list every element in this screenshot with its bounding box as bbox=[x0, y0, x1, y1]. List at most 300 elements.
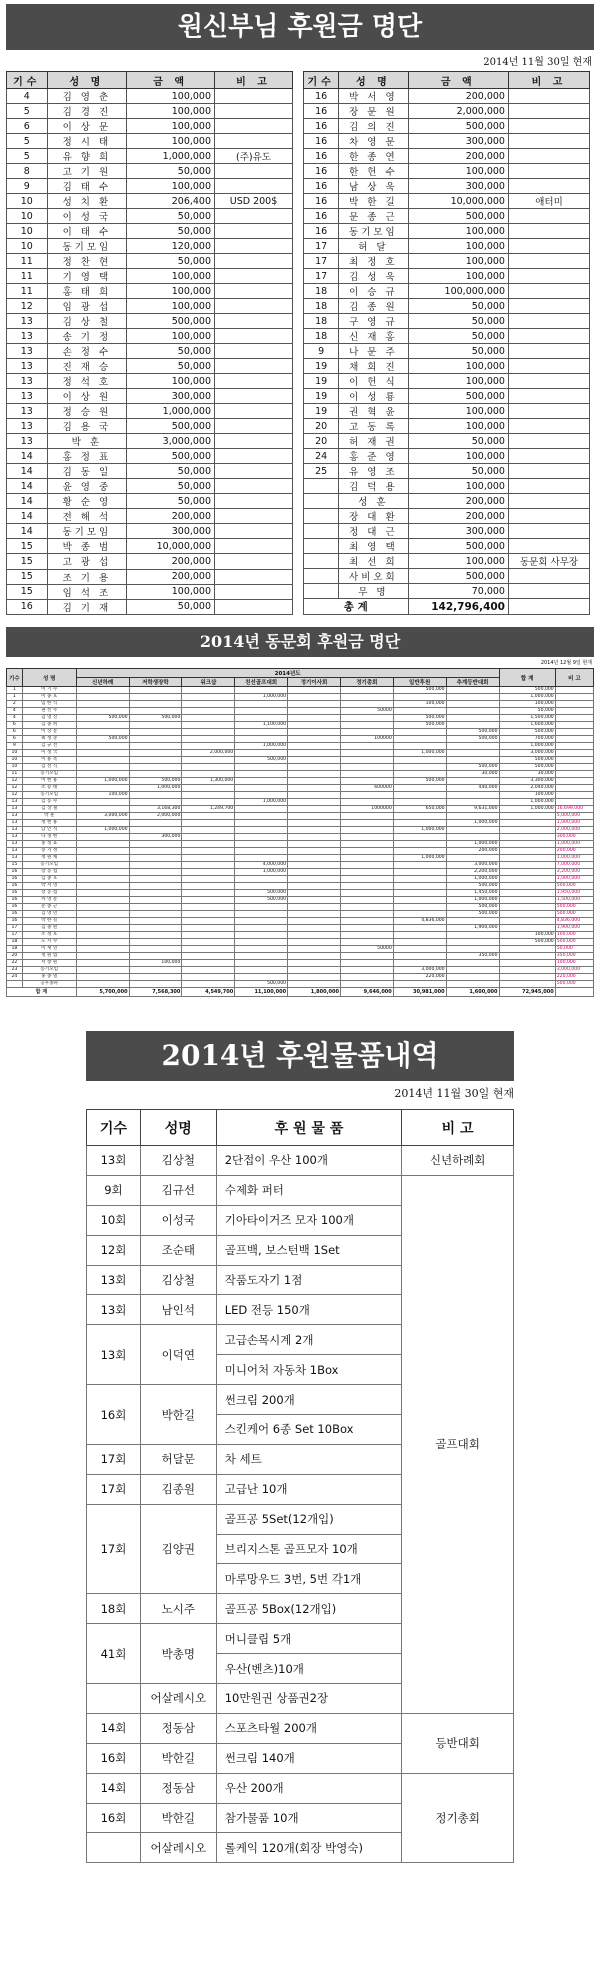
table-cell bbox=[215, 509, 293, 524]
table-cell: 1,000,000 bbox=[235, 869, 288, 876]
table-cell: 100,000 bbox=[393, 701, 446, 708]
table-cell: 13 bbox=[7, 820, 23, 827]
table-cell: 1,600,000 bbox=[499, 722, 555, 729]
table-cell: 16 bbox=[7, 911, 23, 918]
table-cell bbox=[182, 939, 235, 946]
table-cell bbox=[393, 897, 446, 904]
table-cell bbox=[235, 750, 288, 757]
table-row bbox=[87, 1713, 514, 1743]
table-cell: 120,000 bbox=[127, 239, 215, 254]
table-row bbox=[7, 827, 594, 834]
table-cell: 100,000 bbox=[408, 359, 508, 374]
table-cell bbox=[555, 729, 593, 736]
table-cell: 500,000 bbox=[499, 764, 555, 771]
table-cell: 10 bbox=[7, 224, 48, 239]
table-cell bbox=[235, 932, 288, 939]
item-cell: 브리지스톤 골프모자 10개 bbox=[216, 1534, 402, 1564]
table-cell: 500,000 bbox=[408, 569, 508, 584]
table-cell: 1,000,000 bbox=[127, 149, 215, 164]
table-cell: 350,000 bbox=[555, 953, 593, 960]
table-row bbox=[7, 194, 293, 209]
table-cell: 동기모임 bbox=[339, 224, 408, 239]
table-cell bbox=[499, 967, 555, 974]
table-cell bbox=[76, 708, 129, 715]
table-cell: 500,000 bbox=[129, 715, 182, 722]
table-cell bbox=[446, 750, 499, 757]
table-cell: 3,000,000 bbox=[555, 967, 593, 974]
table-cell bbox=[182, 701, 235, 708]
table-cell: 2 bbox=[7, 701, 23, 708]
table-cell bbox=[235, 778, 288, 785]
table-cell: 13 bbox=[7, 344, 48, 359]
table-cell: 김 종 희 bbox=[22, 722, 76, 729]
table-cell bbox=[393, 694, 446, 701]
table-cell: 13 bbox=[7, 329, 48, 344]
table-cell bbox=[235, 953, 288, 960]
table-cell bbox=[288, 827, 341, 834]
gisu-cell: 16회 bbox=[87, 1743, 141, 1773]
item-cell: 스킨케어 6종 Set 10Box bbox=[216, 1415, 402, 1445]
table-cell bbox=[393, 841, 446, 848]
table-cell: 이 승 규 bbox=[339, 284, 408, 299]
table-cell: 12 bbox=[7, 778, 23, 785]
table-cell bbox=[446, 834, 499, 841]
gisu-cell: 18회 bbox=[87, 1594, 141, 1624]
section2-title: 2014년 동문회 후원금 명단 bbox=[199, 632, 401, 651]
table-row bbox=[304, 269, 590, 284]
table-cell bbox=[182, 862, 235, 869]
table-cell: 2,200,000 bbox=[446, 869, 499, 876]
table-cell bbox=[446, 946, 499, 953]
table-cell bbox=[215, 224, 293, 239]
table-cell: 김 동 일 bbox=[47, 464, 127, 479]
table-cell: (주)유도 bbox=[215, 149, 293, 164]
table-cell bbox=[288, 974, 341, 981]
table-cell: 100,000 bbox=[127, 329, 215, 344]
table-row bbox=[7, 974, 594, 981]
table-cell: 100,000 bbox=[127, 299, 215, 314]
table-cell bbox=[182, 841, 235, 848]
table-cell: 100,000 bbox=[408, 254, 508, 269]
table-cell bbox=[508, 509, 589, 524]
total-value: 1,600,000 bbox=[446, 988, 499, 997]
table-cell bbox=[446, 827, 499, 834]
table-cell: 남 인 석 bbox=[22, 827, 76, 834]
table-cell bbox=[393, 981, 446, 988]
table-row bbox=[304, 89, 590, 104]
s3-header-3: 비 고 bbox=[402, 1110, 514, 1146]
table-cell bbox=[129, 743, 182, 750]
table-cell: 50,000 bbox=[127, 209, 215, 224]
s1-header-1: 성 명 bbox=[339, 72, 408, 89]
table-cell bbox=[340, 883, 393, 890]
table-cell: 조 기 용 bbox=[47, 569, 127, 584]
table-cell bbox=[288, 813, 341, 820]
table-cell bbox=[340, 876, 393, 883]
table-cell bbox=[235, 813, 288, 820]
table-cell bbox=[304, 494, 339, 509]
table-cell: 이 상 문 bbox=[22, 729, 76, 736]
table-cell: 진 재 승 bbox=[47, 359, 127, 374]
table-cell bbox=[508, 449, 589, 464]
table-cell bbox=[288, 848, 341, 855]
table-row bbox=[7, 890, 594, 897]
table-cell bbox=[235, 715, 288, 722]
total-value: 1,800,000 bbox=[288, 988, 341, 997]
table-cell bbox=[508, 224, 589, 239]
table-cell bbox=[129, 750, 182, 757]
table-cell: 한 헌 수 bbox=[339, 164, 408, 179]
table-cell bbox=[182, 708, 235, 715]
table-row bbox=[7, 946, 594, 953]
table-cell bbox=[446, 855, 499, 862]
table-cell bbox=[76, 834, 129, 841]
table-row bbox=[7, 389, 293, 404]
table-row bbox=[304, 314, 590, 329]
table-cell: 한 종 연 bbox=[339, 149, 408, 164]
table-cell: 100,000 bbox=[408, 374, 508, 389]
table-cell: 1,000,000 bbox=[555, 876, 593, 883]
table-cell bbox=[446, 792, 499, 799]
table-row bbox=[7, 404, 293, 419]
table-cell: 13 bbox=[7, 855, 23, 862]
table-cell bbox=[499, 981, 555, 988]
table-cell bbox=[76, 806, 129, 813]
table-cell bbox=[288, 750, 341, 757]
gisu-cell: 10회 bbox=[87, 1205, 141, 1235]
table-cell bbox=[508, 134, 589, 149]
table-cell bbox=[182, 834, 235, 841]
table-cell bbox=[446, 974, 499, 981]
donation-list-title-banner bbox=[6, 4, 594, 50]
table-cell: 정 석 호 bbox=[47, 374, 127, 389]
table-cell: 500,000 bbox=[76, 715, 129, 722]
table-cell bbox=[304, 479, 339, 494]
table-cell bbox=[508, 434, 589, 449]
table-cell bbox=[304, 539, 339, 554]
table-cell: 1,000,000 bbox=[129, 785, 182, 792]
table-row bbox=[7, 918, 594, 925]
table-cell bbox=[235, 911, 288, 918]
table-row bbox=[7, 164, 293, 179]
table-cell bbox=[215, 119, 293, 134]
table-cell bbox=[446, 967, 499, 974]
table-cell: 장 동 섭 bbox=[22, 890, 76, 897]
table-cell: 동기모임 bbox=[22, 792, 76, 799]
s2-col-header: 추계등반대회 bbox=[446, 678, 499, 687]
table-cell bbox=[499, 960, 555, 967]
table-cell: 1,000,000 bbox=[555, 855, 593, 862]
table-cell bbox=[555, 687, 593, 694]
table-cell bbox=[340, 862, 393, 869]
table-row bbox=[7, 687, 594, 694]
table-cell bbox=[235, 792, 288, 799]
table-row bbox=[7, 862, 594, 869]
table-cell bbox=[215, 374, 293, 389]
table-cell: 2,000,000 bbox=[182, 750, 235, 757]
table-cell bbox=[288, 834, 341, 841]
table-cell bbox=[76, 743, 129, 750]
table-cell bbox=[499, 946, 555, 953]
table-row bbox=[7, 806, 594, 813]
table-cell: 300,000 bbox=[127, 389, 215, 404]
table-cell: 10 bbox=[7, 194, 48, 209]
table-cell: 100,000 bbox=[127, 584, 215, 599]
table-cell: 박 훈 bbox=[47, 434, 127, 449]
table-cell bbox=[508, 374, 589, 389]
table-cell bbox=[304, 554, 339, 569]
table-cell: 6 bbox=[7, 736, 23, 743]
table-cell: 1 bbox=[7, 694, 23, 701]
table-cell: 220,000 bbox=[555, 974, 593, 981]
table-cell bbox=[235, 729, 288, 736]
table-row bbox=[7, 584, 293, 599]
table-row bbox=[304, 284, 590, 299]
table-cell: 4,836,000 bbox=[393, 918, 446, 925]
item-cell: 수제화 퍼터 bbox=[216, 1175, 402, 1205]
table-cell bbox=[76, 890, 129, 897]
table-cell: USD 200$ bbox=[215, 194, 293, 209]
table-cell bbox=[499, 918, 555, 925]
total-value: 72,945,000 bbox=[499, 988, 555, 997]
s2-header-year: 2014년도 bbox=[76, 669, 499, 678]
table-cell bbox=[393, 939, 446, 946]
item-cell: 고급손목시계 2개 bbox=[216, 1325, 402, 1355]
table-cell: 500,000 bbox=[76, 736, 129, 743]
table-cell bbox=[393, 960, 446, 967]
table-row bbox=[7, 524, 293, 539]
table-row bbox=[7, 479, 293, 494]
table-cell bbox=[555, 757, 593, 764]
table-cell bbox=[555, 701, 593, 708]
table-cell: 정 대 근 bbox=[339, 524, 408, 539]
table-cell: 김 영 진 bbox=[22, 715, 76, 722]
s2-col-header: 정기총회 bbox=[340, 678, 393, 687]
table-cell bbox=[288, 911, 341, 918]
table-cell: 나 경 현 bbox=[22, 834, 76, 841]
table-cell: 50,000 bbox=[408, 329, 508, 344]
table-cell bbox=[393, 848, 446, 855]
table-cell: 50,000 bbox=[127, 479, 215, 494]
table-cell bbox=[129, 918, 182, 925]
table-cell bbox=[499, 820, 555, 827]
table-cell: 50,000 bbox=[127, 164, 215, 179]
name-cell: 남인석 bbox=[140, 1295, 216, 1325]
s1-header-2: 금 액 bbox=[127, 72, 215, 89]
table-row bbox=[7, 179, 293, 194]
table-cell: 200,000 bbox=[446, 848, 499, 855]
table-cell bbox=[182, 736, 235, 743]
table-cell bbox=[288, 764, 341, 771]
table-cell bbox=[393, 869, 446, 876]
table-row bbox=[7, 539, 293, 554]
table-cell bbox=[499, 813, 555, 820]
table-cell: 1,000,000 bbox=[499, 806, 555, 813]
table-cell bbox=[129, 792, 182, 799]
name-cell: 김상철 bbox=[140, 1265, 216, 1295]
table-row bbox=[304, 539, 590, 554]
table-cell: 25 bbox=[304, 464, 339, 479]
table-row bbox=[7, 254, 293, 269]
table-cell: 500,000 bbox=[446, 911, 499, 918]
table-cell: 1,000,000 bbox=[393, 750, 446, 757]
table-cell: 13 bbox=[7, 314, 48, 329]
table-row bbox=[7, 771, 594, 778]
table-cell bbox=[288, 981, 341, 988]
table-cell bbox=[76, 764, 129, 771]
table-cell bbox=[393, 771, 446, 778]
table-cell: 이 상 원 bbox=[47, 389, 127, 404]
table-cell bbox=[76, 750, 129, 757]
name-cell: 김양권 bbox=[140, 1504, 216, 1594]
table-row bbox=[7, 736, 594, 743]
table-cell: 600000 bbox=[340, 785, 393, 792]
table-cell bbox=[446, 813, 499, 820]
table-row bbox=[304, 239, 590, 254]
table-cell: 30,000 bbox=[446, 771, 499, 778]
table-row bbox=[304, 179, 590, 194]
s1-header-3: 비 고 bbox=[508, 72, 589, 89]
table-cell: 500,000 bbox=[446, 736, 499, 743]
table-cell bbox=[182, 827, 235, 834]
table-cell: 김 동 수 bbox=[22, 799, 76, 806]
table-cell bbox=[129, 890, 182, 897]
table-row bbox=[7, 925, 594, 932]
table-cell: 200,000 bbox=[127, 569, 215, 584]
table-cell: 19 bbox=[304, 389, 339, 404]
table-cell: 200,000 bbox=[127, 509, 215, 524]
goods-donation-table bbox=[86, 1109, 514, 1863]
table-cell: 500,000 bbox=[129, 778, 182, 785]
table-cell: 김 영 춘 bbox=[47, 89, 127, 104]
table-cell: 18 bbox=[304, 314, 339, 329]
table-cell: 동기모임 bbox=[47, 524, 127, 539]
table-cell: 이 상 문 bbox=[47, 119, 127, 134]
table-row bbox=[7, 119, 293, 134]
table-cell: 박 훈 bbox=[22, 813, 76, 820]
table-cell bbox=[393, 813, 446, 820]
table-cell bbox=[508, 284, 589, 299]
table-cell: 16,699,000 bbox=[555, 806, 593, 813]
table-cell: 100,000 bbox=[499, 792, 555, 799]
table-cell bbox=[215, 449, 293, 464]
table-cell: 1,450,000 bbox=[446, 890, 499, 897]
table-cell bbox=[508, 149, 589, 164]
table-cell: 500,000 bbox=[555, 883, 593, 890]
gisu-cell: 9회 bbox=[87, 1175, 141, 1205]
table-cell bbox=[235, 848, 288, 855]
name-cell: 박한길 bbox=[140, 1803, 216, 1833]
table-cell: 100,000 bbox=[408, 449, 508, 464]
table-cell bbox=[555, 736, 593, 743]
name-cell: 박총명 bbox=[140, 1624, 216, 1684]
table-cell bbox=[129, 708, 182, 715]
table-cell bbox=[340, 813, 393, 820]
table-cell: 1,900,000 bbox=[555, 925, 593, 932]
item-cell: 미니어처 자동차 1Box bbox=[216, 1355, 402, 1385]
s2-col-header: 저학생장학 bbox=[129, 678, 182, 687]
table-cell bbox=[215, 299, 293, 314]
table-cell bbox=[446, 981, 499, 988]
table-cell bbox=[76, 925, 129, 932]
table-cell: 이 성 룡 bbox=[339, 389, 408, 404]
table-row bbox=[7, 834, 594, 841]
table-cell: 16 bbox=[7, 897, 23, 904]
table-cell: 홍 종 열 bbox=[22, 974, 76, 981]
gisu-cell: 14회 bbox=[87, 1773, 141, 1803]
table-row bbox=[7, 967, 594, 974]
table-cell: 9 bbox=[7, 179, 48, 194]
table-cell: 50,000 bbox=[555, 946, 593, 953]
table-cell: 100,000 bbox=[127, 134, 215, 149]
table-row bbox=[304, 209, 590, 224]
table-cell: 사비오회 bbox=[339, 569, 408, 584]
table-cell: 500,000 bbox=[235, 890, 288, 897]
table-cell: 이 성 국 bbox=[22, 750, 76, 757]
table-cell bbox=[182, 729, 235, 736]
table-cell bbox=[446, 722, 499, 729]
gisu-cell: 13회 bbox=[87, 1146, 141, 1176]
name-cell: 김종원 bbox=[140, 1474, 216, 1504]
table-cell: 6 bbox=[7, 729, 23, 736]
table-cell: 정 원 채 bbox=[22, 855, 76, 862]
table-row bbox=[7, 869, 594, 876]
total-row bbox=[304, 599, 590, 615]
gisu-cell: 41회 bbox=[87, 1624, 141, 1684]
table-cell bbox=[182, 848, 235, 855]
table-cell bbox=[76, 799, 129, 806]
table-cell bbox=[215, 239, 293, 254]
table-cell: 100000 bbox=[340, 736, 393, 743]
table-cell bbox=[182, 764, 235, 771]
table-row bbox=[7, 269, 293, 284]
table-cell: 송 기 정 bbox=[47, 329, 127, 344]
table-cell bbox=[508, 359, 589, 374]
table-cell bbox=[129, 841, 182, 848]
gisu-cell: 16회 bbox=[87, 1803, 141, 1833]
table-row bbox=[7, 708, 594, 715]
table-cell bbox=[129, 764, 182, 771]
table-cell bbox=[76, 820, 129, 827]
table-cell: 홍 준 영 bbox=[339, 449, 408, 464]
table-cell: 장 대 환 bbox=[339, 509, 408, 524]
table-cell bbox=[215, 314, 293, 329]
table-cell bbox=[129, 736, 182, 743]
table-cell: 2,000,000 bbox=[555, 827, 593, 834]
table-cell: 50,000 bbox=[408, 464, 508, 479]
table-cell bbox=[129, 757, 182, 764]
table-cell bbox=[555, 792, 593, 799]
table-cell: 동기모임 bbox=[22, 771, 76, 778]
table-row bbox=[7, 419, 293, 434]
table-cell bbox=[288, 771, 341, 778]
table-cell: 김 의 진 bbox=[339, 119, 408, 134]
table-cell: 100,000 bbox=[408, 419, 508, 434]
table-cell bbox=[508, 524, 589, 539]
table-cell: 김 규 선 bbox=[22, 743, 76, 750]
table-cell bbox=[508, 299, 589, 314]
table-row bbox=[7, 359, 293, 374]
table-cell: 500,000 bbox=[499, 757, 555, 764]
table-row bbox=[7, 449, 293, 464]
table-row bbox=[7, 750, 594, 757]
table-cell: 300,000 bbox=[127, 524, 215, 539]
table-cell bbox=[288, 722, 341, 729]
table-cell bbox=[288, 687, 341, 694]
table-cell bbox=[508, 89, 589, 104]
s2-col-header: 친선골프대회 bbox=[235, 678, 288, 687]
table-cell bbox=[288, 953, 341, 960]
